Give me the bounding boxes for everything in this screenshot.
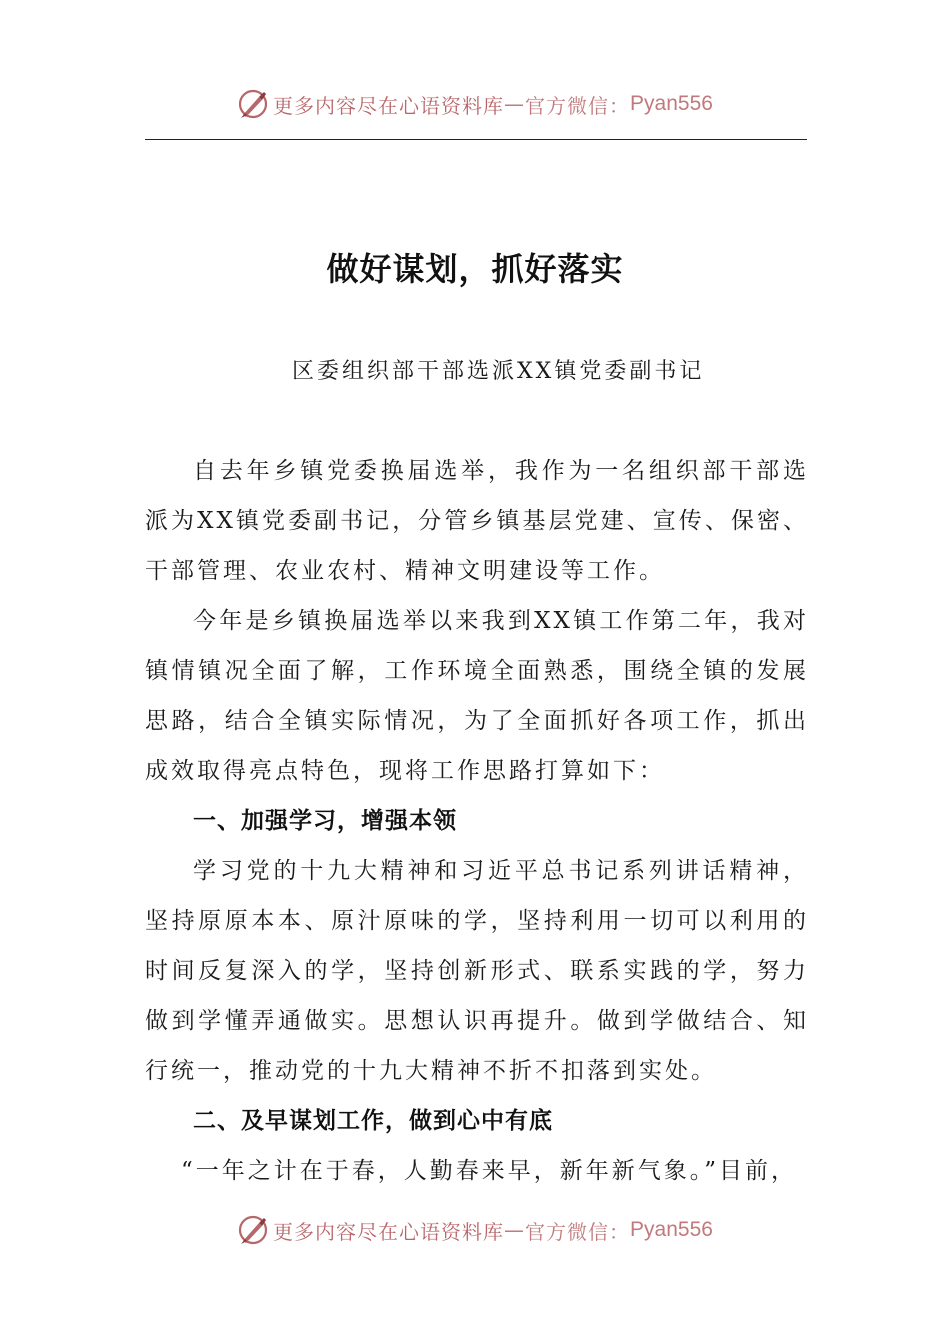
banner-text: 更多内容尽在心语资料库 xyxy=(273,93,505,118)
document-body xyxy=(145,446,809,1196)
pen-logo-icon xyxy=(237,88,269,120)
header-watermark-banner xyxy=(0,82,950,126)
banner-wechat-id: Pyan556 xyxy=(630,92,713,115)
paragraph-1: 自去年乡镇党委换届选举，我作为一名组织部干部选派为XX镇党委副书记，分管乡镇基层党建、宣传、保密、干部管理、农业农村、精神文明建设等工作。 xyxy=(145,458,809,584)
banner-dash: — xyxy=(504,1218,526,1242)
banner-contact-label: 官方微信： xyxy=(525,93,631,118)
banner-text: 更多内容尽在心语资料库 xyxy=(273,1219,505,1244)
author-line: 区委组织部干部选派XX镇党委副书记 xyxy=(292,359,705,384)
paragraph-3: 学习党的十九大精神和习近平总书记系列讲话精神，坚持原原本本、原汁原味的学，坚持利用一切可以利用的时间反复深入的学，坚持创新形式、联系实践的学，努力做到学懂弄通做实。思想认识再提升。做到学做结合、知行统一，推动党的十九大精神不折不扣落到实处。 xyxy=(145,858,809,1084)
section-heading-2: 二、及早谋划工作，做到心中有底 xyxy=(193,1108,553,1134)
pen-logo-icon xyxy=(237,1214,269,1246)
paragraph-2: 今年是乡镇换届选举以来我到XX镇工作第二年，我对镇情镇况全面了解，工作环境全面熟悉，围绕全镇的发展思路，结合全镇实际情况，为了全面抓好各项工作，抓出成效取得亮点特色，现将工作思路打算如下： xyxy=(145,608,809,784)
banner-dash: — xyxy=(504,92,526,116)
header-divider xyxy=(145,139,807,140)
paragraph-4: “一年之计在于春，人勤春来早，新年新气象。”目前， xyxy=(181,1158,798,1184)
banner-wechat-id: Pyan556 xyxy=(630,1218,713,1241)
section-heading-1: 一、加强学习，增强本领 xyxy=(193,808,457,834)
banner-contact-label: 官方微信： xyxy=(525,1219,631,1244)
document-title: 做好谋划，抓好落实 xyxy=(326,250,624,288)
footer-watermark-banner xyxy=(0,1208,950,1252)
